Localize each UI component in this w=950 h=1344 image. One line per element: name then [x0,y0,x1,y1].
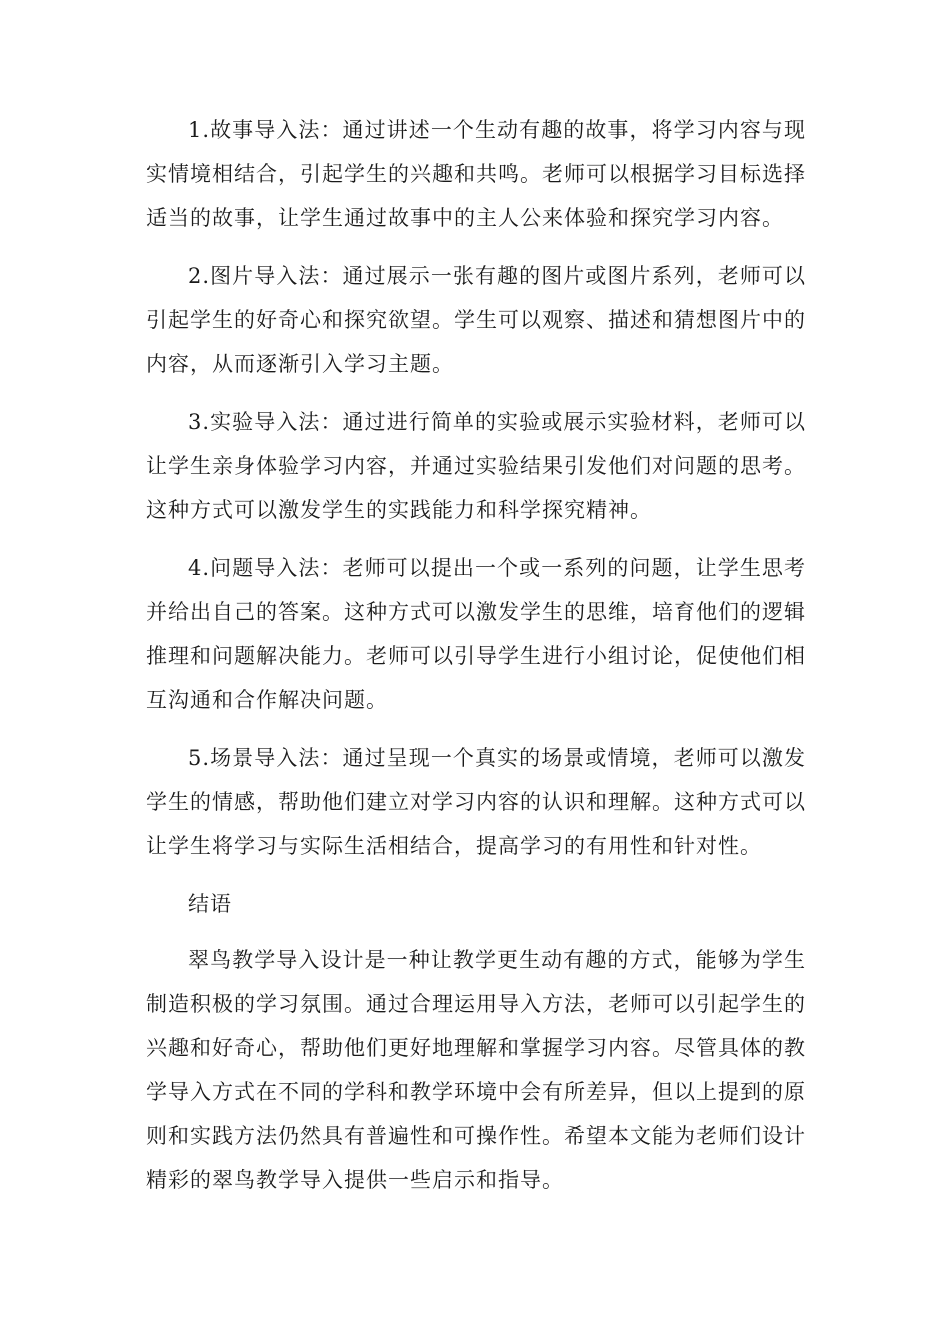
paragraph-scene-method: 5.场景导入法：通过呈现一个真实的场景或情境，老师可以激发学生的情感，帮助他们建立对学习内容的认识和理解。这种方式可以让学生将学习与实际生活相结合，提高学习的有用性和针对性。 [146,746,806,858]
paragraph-story-method: 1.故事导入法：通过讲述一个生动有趣的故事，将学习内容与现实情境相结合，引起学生的兴趣和共鸣。老师可以根据学习目标选择适当的故事，让学生通过故事中的主人公来体验和探究学习内容。 [146,118,806,230]
paragraph-picture-method: 2.图片导入法：通过展示一张有趣的图片或图片系列，老师可以引起学生的好奇心和探究欲望。学生可以观察、描述和猜想图片中的内容，从而逐渐引入学习主题。 [146,264,806,376]
paragraph-conclusion: 翠鸟教学导入设计是一种让教学更生动有趣的方式，能够为学生制造积极的学习氛围。通过合理运用导入方法，老师可以引起学生的兴趣和好奇心，帮助他们更好地理解和掌握学习内容。尽管具体的教学导入方式在不同的学科和教学环境中会有所差异，但以上提到的原则和实践方法仍然具有普遍性和可操作性。希望本文能为老师们设计精彩的翠鸟教学导入提供一些启示和指导。 [146,948,806,1192]
paragraph-experiment-method: 3.实验导入法：通过进行简单的实验或展示实验材料，老师可以让学生亲身体验学习内容，并通过实验结果引发他们对问题的思考。这种方式可以激发学生的实践能力和科学探究精神。 [146,410,806,522]
conclusion-heading: 结语 [188,892,232,916]
document-body [146,108,806,1216]
paragraph-question-method: 4.问题导入法：老师可以提出一个或一系列的问题，让学生思考并给出自己的答案。这种方式可以激发学生的思维，培育他们的逻辑推理和问题解决能力。老师可以引导学生进行小组讨论，促使他们相互沟通和合作解决问题。 [146,556,806,712]
